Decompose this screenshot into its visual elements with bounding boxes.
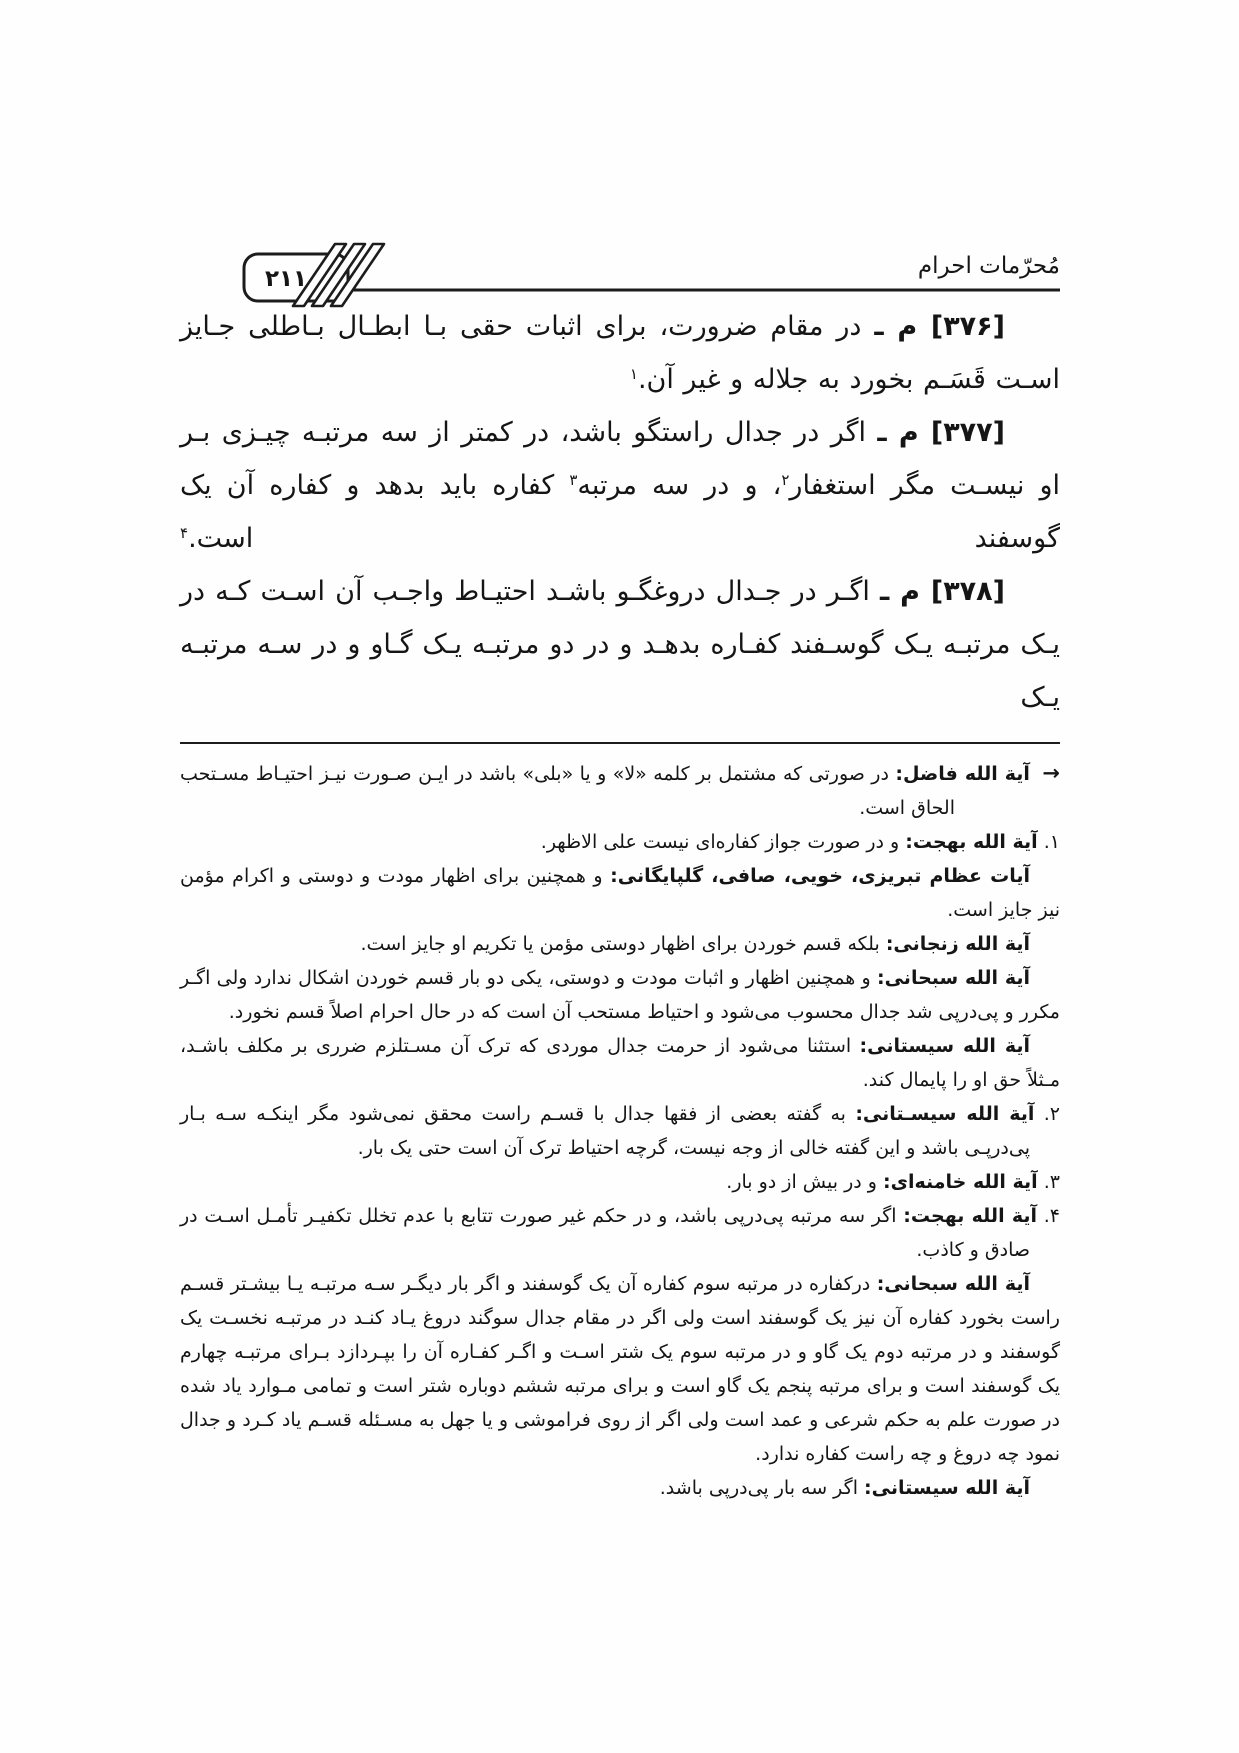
continuation-arrow-icon: →: [1042, 761, 1060, 785]
footnote-1-sub: [180, 927, 1060, 961]
ruling-number-377: [۳۷۷] م ـ: [877, 417, 1005, 448]
footnote-number: ۴.: [1043, 1205, 1060, 1227]
ruling-text: اگر در جدال راستگو باشد، در کمتر از سه مرتبـه چیـزی بـر او نیسـت مگر استغفار: [180, 417, 1060, 501]
footnote-text: بلکه قسم خوردن برای اظهار دوستی مؤمن یا تکریم او جایز است.: [360, 933, 880, 955]
footnote-text: اگر سه مرتبه پی‌درپی باشد، و در حکم غیر صورت تتابع با عدم تخلل تکفیـر تأمـل اسـت در صادق و کاذب.: [180, 1205, 1030, 1261]
footnote-4: [180, 1199, 1060, 1267]
footnote-text: و در بیش از دو بار.: [726, 1171, 877, 1193]
footnote-4-sub: [180, 1471, 1060, 1505]
footnotes: [180, 756, 1060, 1505]
footnote-2: [180, 1097, 1060, 1165]
footnote-3: [180, 1165, 1060, 1199]
authority-name: آیة الله بهجت:: [903, 1205, 1038, 1227]
authority-name: آیة الله سیستانی:: [859, 1035, 1030, 1057]
authority-name: آیة الله سبحانی:: [876, 1273, 1030, 1295]
footnote-text: به گفته بعضی از فقها جدال با قسـم راست محقق نمی‌شود مگر اینکـه سـه بـار پی‌درپـی باشد و این گفته خالی از وجه نیست، گرچه احتیاط ترک آن است حتی یک بار.: [180, 1103, 1030, 1159]
paragraph-378: [180, 565, 1060, 724]
footnote-ref-3: ۳: [569, 471, 578, 489]
ruling-number-376: [۳۷۶] م ـ: [874, 311, 1005, 342]
footnote-text: و در صورت جواز کفاره‌ای نیست علی الاظهر.: [540, 831, 900, 853]
footnote-text: و همچنین برای اظهار مودت و دوستی و اکرام مؤمن نیز جایز است.: [180, 865, 1060, 921]
ruling-text: اگـر در جـدال دروغگـو باشـد احتیـاط واجـب آن اسـت کـه در یـک مرتبـه یـک گوسـفند کفـاره بدهـد و در دو مرتبـه یـک گـاو و در سـه مرتبـه یـک: [180, 576, 1060, 713]
footnote-ref-4: ۴: [180, 524, 189, 542]
footnote-1-sub: [180, 1029, 1060, 1097]
footnote-1: [180, 825, 1060, 859]
footnote-ref-2: ۲: [781, 471, 790, 489]
footnote-text: اگر سه بار پی‌درپی باشد.: [659, 1477, 858, 1499]
page-number: ۲۱۱: [264, 266, 308, 292]
ruling-text: در مقام ضرورت، برای اثبات حقی بـا ابطـال بـاطلی جـایز اسـت قَسَـم بخورد به جلاله و غیر آن.: [180, 311, 1060, 395]
footnote-ref-1: ۱: [629, 365, 638, 383]
authority-name: آیة الله فاضل:: [895, 763, 1030, 785]
footnote-4-sub: [180, 1267, 1060, 1471]
authority-name: آیات عظام تبریزی، خویی، صافی، گلپایگانی:: [610, 865, 1030, 887]
footnote-number: ۲.: [1043, 1103, 1060, 1125]
authority-name: آیة الله سیستانی:: [864, 1477, 1030, 1499]
footnote-text: درکفاره در مرتبه سوم کفاره آن یک گوسفند و اگر بار دیگـر سـه مرتبـه یـا بیشـتر قسـم راست بخورد کفاره آن نیز یک گوسفند است ولی اگر در مقام جدال سوگند دروغ یـاد کنـد در مرتبـه نخسـت یک گوسفند و در مرتبه دوم یک گاو و در مرتبه سوم یک شتر اسـت و اگـر کفـاره آن را بپـردازد بـرای مرتبـه چهارم یک گوسفند است و برای مرتبه پنجم یک گاو است و برای مرتبه ششم دوباره شتر است و تمامی مـوارد یاد شده در صورت علم به حکم شرعی و عمد است ولی اگر از روی فراموشی و یا جهل به مسـئله قسـم یاد کـرد و جدال نمود چه دروغ و چه راست کفاره ندارد.: [180, 1273, 1060, 1465]
ruling-number-378: [۳۷۸] م ـ: [880, 576, 1005, 607]
authority-name: آیة الله زنجانی:: [885, 933, 1030, 955]
authority-name: آیة الله بهجت:: [905, 831, 1038, 853]
footnote-1-sub: [180, 859, 1060, 927]
footnote-divider: [180, 742, 1060, 744]
footnote-continuation: [180, 756, 1060, 825]
authority-name: آیة الله سبحانی:: [876, 967, 1030, 989]
footnote-text: و همچنین اظهار و اثبات مودت و دوستی، یکی دو بار قسم خوردن اشکال ندارد ولی اگـر مکرر و پی‌درپی شد جدال محسوب می‌شود و احتیاط مستحب آن است که در حال احرام اصلاً قسم نخورد.: [180, 967, 1060, 1023]
main-text: [180, 300, 1060, 724]
section-title: مُحرّمات احرام: [917, 253, 1060, 279]
footnote-number: ۳.: [1043, 1171, 1060, 1193]
paragraph-376: [180, 300, 1060, 406]
footnote-text: در صورتی که مشتمل بر کلمه «لا» و یا «بلی» باشد در ایـن صـورت نیـز احتیـاط مسـتحب الحاق است.: [180, 763, 955, 819]
text-column: [180, 300, 1060, 1505]
authority-name: آیة الله سیسـتانی:: [855, 1103, 1035, 1125]
footnote-number: ۱.: [1043, 831, 1060, 853]
ruling-text: کفاره باید بدهد و کفاره آن یک گوسفند است.: [180, 470, 1060, 554]
paragraph-377: [180, 406, 1060, 565]
authority-name: آیة الله خامنه‌ای:: [882, 1171, 1038, 1193]
footnote-1-sub: [180, 961, 1060, 1029]
footnote-text: استثنا می‌شود از حرمت جدال موردی که ترک آن مسـتلزم ضرری بر مکلف باشـد، مـثلاً حق او را پایمال کند.: [180, 1035, 1060, 1091]
ruling-text: ، و در سه مرتبه: [577, 470, 782, 501]
